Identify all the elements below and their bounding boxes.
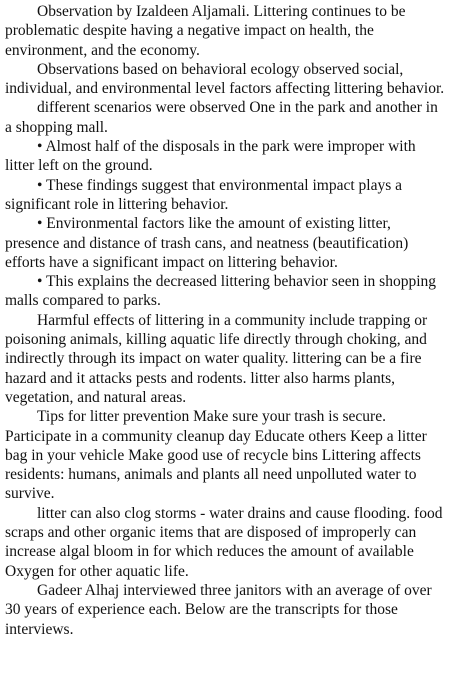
paragraph-observation-intro: Observation by Izaldeen Aljamali. Littering continues to be problematic despite having a negative impact on health, the environment, and the economy. bbox=[5, 3, 406, 59]
paragraph-janitor-interviews: Gadeer Alhaj interviewed three janitors with an average of over 30 years of experience each. Below are the transcripts for those interviews. bbox=[5, 581, 432, 638]
paragraph-scenarios: different scenarios were observed One in the park and another in a shopping mall. bbox=[5, 99, 438, 136]
paragraph-storm-drains: litter can also clog storms - water drains and cause flooding. food scraps and other organic items that are disposed of improperly can increase algal bloom in for which reduces the amount of available Oxygen for other aquatic life. bbox=[5, 504, 443, 580]
bullet-park-disposals: • Almost half of the disposals in the park were improper with litter left on the ground. bbox=[5, 138, 416, 175]
bullet-environmental-impact: • These findings suggest that environmental impact plays a significant role in littering behavior. bbox=[5, 176, 403, 213]
paragraph-behavioral-ecology: Observations based on behavioral ecology observed social, individual, and environmental level factors affecting littering behavior. bbox=[5, 60, 445, 98]
paragraph-prevention-tips: Tips for litter prevention Make sure your trash is secure. Participate in a community cleanup day Educate others Keep a litter bag in your vehicle Make good use of recycle bins Littering affects residents: humans, animals and plants all need unpolluted water to survive. bbox=[5, 408, 427, 503]
bullet-shopping-malls: • This explains the decreased littering behavior seen in shopping malls compared to parks. bbox=[5, 273, 436, 310]
paragraph-harmful-effects: Harmful effects of littering in a community include trapping or poisoning animals, killing aquatic life directly through choking, and indirectly through its impact on water quality. littering can be a fire hazard and it attacks pests and rodents. litter also harms plants, vegetation, and natural areas. bbox=[5, 311, 428, 406]
bullet-environmental-factors: • Environmental factors like the amount of existing litter, presence and distance of trash cans, and neatness (beautification) efforts have a significant impact on littering behavior. bbox=[5, 215, 409, 271]
